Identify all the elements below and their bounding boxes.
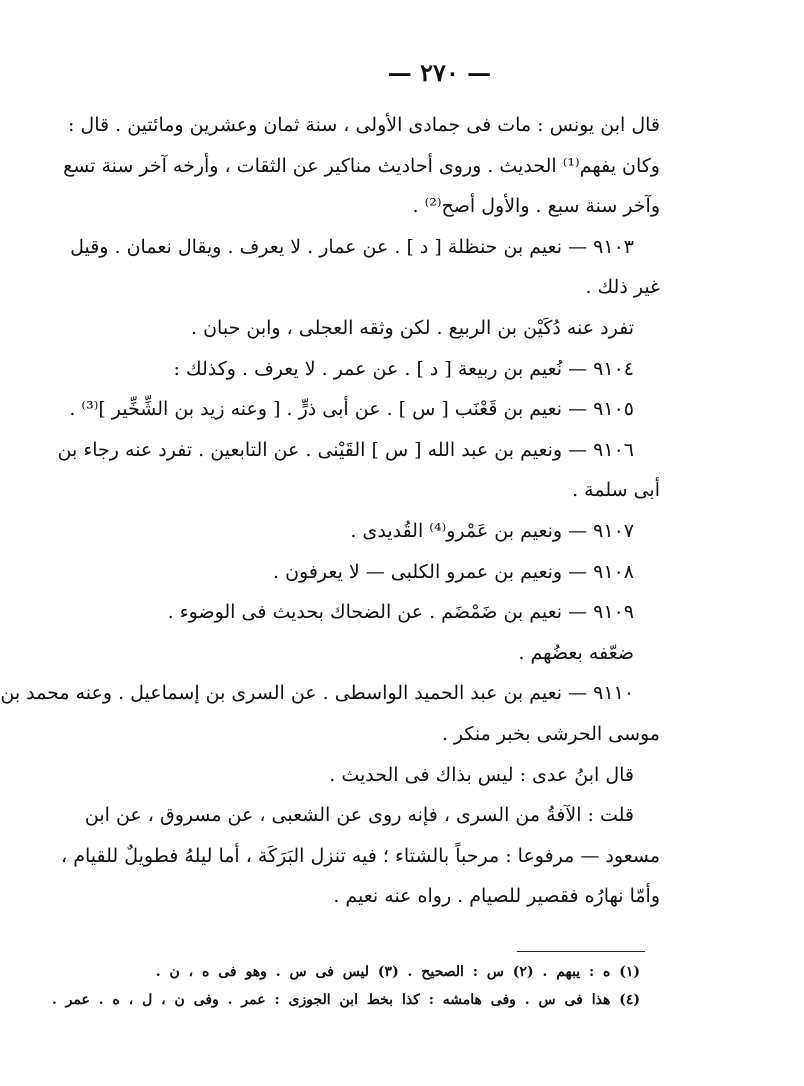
footnote-line: (١) ه : يبهم . (٢) س : الصحيح . (٣) ليس فى س . وهو فى ه ، ن . [155,964,640,980]
entry-9110: ٩١١٠ — نعيم بن عبد الحميد الواسطى . عن السرى بن إسماعيل . وعنه محمد بن [0,682,634,705]
text-line: موسى الحرشى بخبر منكر . [441,722,660,745]
footnote-line: (٤) هذا فى س . وفى هامشه : كذا بخط ابن الجوزى : عمر . وفى ن ، ل ، ه . عمر . [51,992,640,1008]
entry-9107: ٩١٠٧ — ونعيم بن عَمْرو⁽⁴⁾ القُديدى . [350,519,634,542]
text-line: وأمّا نهارُه فقصير للصيام . رواه عنه نعيم . [333,885,660,908]
entry-9104: ٩١٠٤ — نُعيم بن ربيعة [ د ] . عن عمر . لا يعرف . وكذلك : [173,357,634,380]
text-line: ضعّفه بعضُهم . [518,641,634,664]
text-line: قال ابنُ عدى : ليس بذاك فى الحديث . [329,763,634,786]
entry-9103: ٩١٠٣ — نعيم بن حنظلة [ د ] . عن عمار . لا يعرف . ويقال نعمان . وقيل [70,235,634,258]
footnotes [51,958,640,1014]
text-line: وكان يفهم⁽¹⁾ الحديث . وروى أحاديث مناكير عن الثقات ، وأرخه آخر سنة تسع [63,154,660,177]
text-line: قلت : الآفةُ من السرى ، فإنه روى عن الشعبى ، عن مسروق ، عن ابن [84,804,634,827]
text-line: غير ذلك . [585,276,660,299]
footnote-divider [517,951,645,952]
text-line: وآخر سنة سبع . والأول أصح⁽²⁾ . [412,195,660,218]
entry-9105: ٩١٠٥ — نعيم بن قَعْنَب [ س ] . عن أبى ذرٍّ . [ وعنه زيد بن الشِّخِّير ]⁽³⁾ . [69,398,634,421]
text-line: أبى سلمة . [572,479,660,502]
entry-9108: ٩١٠٨ — ونعيم بن عمرو الكلبى — لا يعرفون . [272,560,634,583]
entry-9106: ٩١٠٦ — ونعيم بن عبد الله [ س ] القَيْنى . عن التابعين . تفرد عنه رجاء بن [57,438,634,461]
text-line: مسعود — مرفوعا : مرحباً بالشتاء ؛ فيه تنزل البَرَكَة ، أما ليلهُ فطويلٌ للقيام ، [61,844,660,867]
page-number: — ٢٧٠ — [387,58,492,87]
main-text [0,105,660,917]
text-line: تفرد عنه دُكَيْن بن الربيع . لكن وثقه العجلى ، وابن حبان . [191,316,634,339]
entry-9109: ٩١٠٩ — نعيم بن ضَمْضَم . عن الضحاك بحديث فى الوضوء . [167,601,634,624]
text-line: قال ابن يونس : مات فى جمادى الأولى ، سنة ثمان وعشرين ومائتين . قال : [67,114,660,136]
